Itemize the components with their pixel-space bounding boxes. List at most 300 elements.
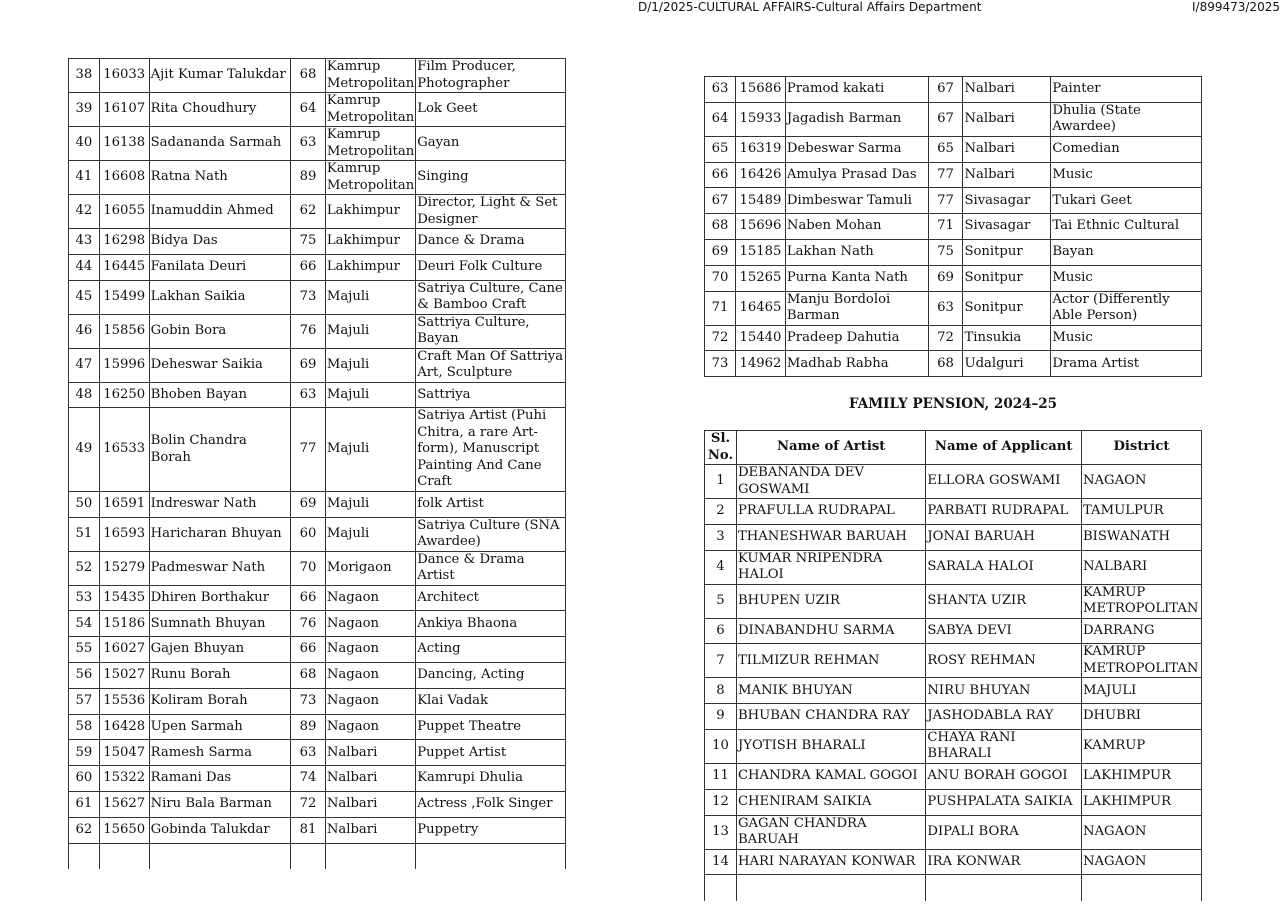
name-cell: Ramani Das: [149, 766, 291, 792]
id-cell: 15265: [735, 265, 785, 291]
serial-cell: 14: [705, 849, 737, 875]
field-cell: Bayan: [1051, 239, 1202, 265]
field-cell: Music: [1051, 162, 1202, 188]
district-cell: Majuli: [325, 491, 415, 517]
district-cell: TAMULPUR: [1081, 499, 1201, 525]
name-cell: Padmeswar Nath: [149, 551, 291, 585]
district-cell: Lakhimpur: [325, 195, 415, 229]
field-cell: Satriya Culture (SNA Awardee): [416, 517, 566, 551]
name-cell: Koliram Borah: [149, 688, 291, 714]
serial-cell: 68: [705, 214, 736, 240]
age-cell: 81: [291, 817, 326, 843]
serial-cell: 65: [705, 136, 736, 162]
id-cell: 16426: [735, 162, 785, 188]
empty-cell: [926, 875, 1082, 901]
table-row: [705, 618, 1202, 644]
age-cell: 69: [291, 491, 326, 517]
table-row: [69, 348, 566, 382]
serial-cell: 12: [705, 789, 737, 815]
age-cell: 77: [291, 408, 326, 492]
serial-cell: 53: [69, 585, 100, 611]
table-row: [69, 817, 566, 843]
table-row: [705, 325, 1202, 351]
table-row: [69, 127, 566, 161]
age-cell: 69: [928, 265, 963, 291]
table-row: [705, 162, 1202, 188]
table-row: [69, 766, 566, 792]
id-cell: 15440: [735, 325, 785, 351]
age-cell: 65: [928, 136, 963, 162]
table-row: [705, 351, 1202, 377]
field-cell: Director, Light & Set Designer: [416, 195, 566, 229]
name-cell: Fanilata Deuri: [149, 254, 291, 280]
family-pension-table: [704, 430, 1202, 901]
id-cell: 15627: [99, 792, 149, 818]
applicant-name-cell: NIRU BHUYAN: [926, 678, 1082, 704]
id-cell: 16107: [99, 93, 149, 127]
table-row: [69, 714, 566, 740]
id-cell: 16533: [99, 408, 149, 492]
table-row: [705, 763, 1202, 789]
serial-cell: 6: [705, 618, 737, 644]
applicant-name-cell: CHAYA RANI BHARALI: [926, 729, 1082, 763]
age-cell: 66: [291, 254, 326, 280]
field-cell: Lok Geet: [416, 93, 566, 127]
district-cell: NAGAON: [1081, 815, 1201, 849]
district-cell: Nalbari: [325, 766, 415, 792]
field-cell: Dance & Drama: [416, 229, 566, 255]
applicant-name-cell: SHANTA UZIR: [926, 584, 1082, 618]
district-cell: Majuli: [325, 314, 415, 348]
artist-name-cell: JYOTISH BHARALI: [736, 729, 925, 763]
name-cell: Gobin Bora: [149, 314, 291, 348]
age-cell: 76: [291, 314, 326, 348]
table-row: [705, 678, 1202, 704]
field-cell: Sattriya Culture, Bayan: [416, 314, 566, 348]
district-cell: Nalbari: [963, 77, 1051, 103]
district-cell: Kamrup Metropolitan: [326, 127, 415, 159]
applicant-name-cell: IRA KONWAR: [926, 849, 1082, 875]
table-row: [69, 611, 566, 637]
district-cell: KAMRUP METROPOLITAN: [1081, 644, 1201, 678]
applicant-name-cell: PARBATI RUDRAPAL: [926, 499, 1082, 525]
district-cell: Majuli: [325, 382, 415, 408]
district-cell: Nagaon: [325, 637, 415, 663]
age-cell: 63: [291, 382, 326, 408]
district-cell: Majuli: [325, 517, 415, 551]
serial-cell: 7: [705, 644, 737, 678]
age-cell: 70: [291, 551, 326, 585]
table-row: [705, 849, 1202, 875]
district-cell: Nagaon: [325, 688, 415, 714]
id-cell: 15933: [735, 102, 785, 136]
district-cell: Nalbari: [963, 162, 1051, 188]
id-cell: 16428: [99, 714, 149, 740]
district-cell: Udalguri: [963, 351, 1051, 377]
name-cell: Indreswar Nath: [149, 491, 291, 517]
serial-cell: 50: [69, 491, 100, 517]
serial-cell: 10: [705, 729, 737, 763]
id-cell: 16319: [735, 136, 785, 162]
table-row: [705, 102, 1202, 136]
table-row: [705, 499, 1202, 525]
name-cell: Sadananda Sarmah: [149, 127, 291, 161]
table-row: [69, 382, 566, 408]
district-cell: Kamrup Metropolitan: [326, 93, 415, 125]
continuation-row: [69, 843, 566, 869]
district-cell: LAKHIMPUR: [1081, 789, 1201, 815]
district-cell: Morigaon: [325, 551, 415, 585]
artist-table-right: [704, 76, 1202, 377]
empty-cell: [736, 875, 925, 901]
name-cell: Ramesh Sarma: [149, 740, 291, 766]
id-cell: 16250: [99, 382, 149, 408]
serial-cell: 11: [705, 763, 737, 789]
field-cell: Dhulia (State Awardee): [1051, 102, 1202, 136]
table-row: [705, 214, 1202, 240]
artist-name-cell: CHENIRAM SAIKIA: [736, 789, 925, 815]
name-cell: Gajen Bhuyan: [149, 637, 291, 663]
district-cell: Majuli: [325, 408, 415, 492]
empty-cell: [99, 843, 149, 869]
id-cell: 16033: [99, 59, 149, 93]
applicant-name-cell: ROSY REHMAN: [926, 644, 1082, 678]
table-row: [705, 815, 1202, 849]
age-cell: 68: [291, 663, 326, 689]
field-cell: Acting: [416, 637, 566, 663]
field-cell: Satriya Artist (Puhi Chitra, a rare Art-form), Manuscript Painting And Cane Craft: [416, 408, 566, 492]
district-cell: MAJULI: [1081, 678, 1201, 704]
id-cell: 15686: [735, 77, 785, 103]
age-cell: 72: [291, 792, 326, 818]
table-row: [705, 136, 1202, 162]
id-cell: 16138: [99, 127, 149, 161]
age-cell: 62: [291, 195, 326, 229]
name-cell: Deheswar Saikia: [149, 348, 291, 382]
applicant-name-cell: SABYA DEVI: [926, 618, 1082, 644]
name-cell: Madhab Rabha: [785, 351, 928, 377]
artist-name-cell: DEBANANDA DEV GOSWAMI: [736, 465, 925, 499]
serial-cell: 41: [69, 161, 100, 195]
age-cell: 68: [928, 351, 963, 377]
district-cell: Nalbari: [963, 102, 1051, 136]
serial-cell: 72: [705, 325, 736, 351]
name-cell: Dimbeswar Tamuli: [785, 188, 928, 214]
table-row: [69, 280, 566, 314]
age-cell: 63: [928, 291, 963, 325]
serial-cell: 66: [705, 162, 736, 188]
table-row: [69, 688, 566, 714]
serial-cell: 70: [705, 265, 736, 291]
id-cell: 16027: [99, 637, 149, 663]
table-row: [69, 195, 566, 229]
serial-cell: 57: [69, 688, 100, 714]
table-row: [69, 517, 566, 551]
name-cell: Ajit Kumar Talukdar: [149, 59, 291, 93]
id-cell: 15489: [735, 188, 785, 214]
name-cell: Naben Mohan: [785, 214, 928, 240]
district-cell: Majuli: [325, 280, 415, 314]
id-cell: 15322: [99, 766, 149, 792]
artist-name-cell: CHANDRA KAMAL GOGOI: [736, 763, 925, 789]
district-cell: Kamrup Metropolitan: [326, 59, 415, 91]
serial-cell: 43: [69, 229, 100, 255]
serial-cell: 40: [69, 127, 100, 161]
id-cell: 15996: [99, 348, 149, 382]
id-cell: 15027: [99, 663, 149, 689]
district-cell: Sonitpur: [963, 291, 1051, 325]
district-cell: Tinsukia: [963, 325, 1051, 351]
table-row: [705, 239, 1202, 265]
id-cell: 16608: [99, 161, 149, 195]
id-cell: 16298: [99, 229, 149, 255]
empty-cell: [416, 843, 566, 869]
serial-cell: 8: [705, 678, 737, 704]
id-cell: 15435: [99, 585, 149, 611]
district-cell: Lakhimpur: [325, 229, 415, 255]
serial-cell: 51: [69, 517, 100, 551]
applicant-name-cell: DIPALI BORA: [926, 815, 1082, 849]
table-row: [69, 59, 566, 93]
applicant-name-cell: PUSHPALATA SAIKIA: [926, 789, 1082, 815]
serial-cell: 49: [69, 408, 100, 492]
serial-cell: 61: [69, 792, 100, 818]
empty-cell: [291, 843, 326, 869]
age-cell: 66: [291, 637, 326, 663]
name-cell: Bidya Das: [149, 229, 291, 255]
age-cell: 75: [291, 229, 326, 255]
serial-cell: 62: [69, 817, 100, 843]
applicant-name-cell: JONAI BARUAH: [926, 524, 1082, 550]
district-cell: Nagaon: [325, 714, 415, 740]
table-row: [69, 93, 566, 127]
district-cell: Nalbari: [325, 792, 415, 818]
age-cell: 67: [928, 77, 963, 103]
applicant-name-cell: ELLORA GOSWAMI: [926, 465, 1082, 499]
district-cell: DARRANG: [1081, 618, 1201, 644]
name-cell: Pradeep Dahutia: [785, 325, 928, 351]
name-cell: Lakhan Saikia: [149, 280, 291, 314]
age-cell: 69: [291, 348, 326, 382]
district-cell: NAGAON: [1081, 465, 1201, 499]
artist-name-cell: MANIK BHUYAN: [736, 678, 925, 704]
age-cell: 77: [928, 162, 963, 188]
empty-cell: [69, 843, 100, 869]
serial-cell: 73: [705, 351, 736, 377]
field-cell: Ankiya Bhaona: [416, 611, 566, 637]
name-cell: Runu Borah: [149, 663, 291, 689]
age-cell: 66: [291, 585, 326, 611]
table-row: [705, 77, 1202, 103]
name-cell: Rita Choudhury: [149, 93, 291, 127]
serial-cell: 47: [69, 348, 100, 382]
name-cell: Bolin Chandra Borah: [149, 408, 291, 492]
serial-cell: 54: [69, 611, 100, 637]
district-cell: Sonitpur: [963, 239, 1051, 265]
age-cell: 73: [291, 280, 326, 314]
artist-name-cell: TILMIZUR REHMAN: [736, 644, 925, 678]
serial-cell: 42: [69, 195, 100, 229]
artist-name-cell: BHUBAN CHANDRA RAY: [736, 704, 925, 730]
header-sl-no: Sl. No.: [705, 431, 737, 465]
district-cell: Sivasagar: [963, 188, 1051, 214]
age-cell: 73: [291, 688, 326, 714]
field-cell: Comedian: [1051, 136, 1202, 162]
id-cell: 15185: [735, 239, 785, 265]
id-cell: 16055: [99, 195, 149, 229]
district-cell: Nalbari: [963, 136, 1051, 162]
serial-cell: 58: [69, 714, 100, 740]
district-cell: Nalbari: [325, 740, 415, 766]
table-row: [69, 551, 566, 585]
field-cell: Actress ,Folk Singer: [416, 792, 566, 818]
name-cell: Ratna Nath: [149, 161, 291, 195]
field-cell: Puppetry: [416, 817, 566, 843]
id-cell: 16465: [735, 291, 785, 325]
artist-name-cell: DINABANDHU SARMA: [736, 618, 925, 644]
age-cell: 89: [291, 161, 326, 195]
district-cell: BISWANATH: [1081, 524, 1201, 550]
table-row: [69, 408, 566, 492]
artist-name-cell: KUMAR NRIPENDRA HALOI: [736, 550, 925, 584]
serial-cell: 2: [705, 499, 737, 525]
table-header-row: [705, 431, 1202, 465]
district-cell: Nagaon: [325, 663, 415, 689]
field-cell: Painter: [1051, 77, 1202, 103]
serial-cell: 5: [705, 584, 737, 618]
field-cell: Music: [1051, 325, 1202, 351]
district-cell: DHUBRI: [1081, 704, 1201, 730]
field-cell: Satriya Culture, Cane & Bamboo Craft: [416, 280, 566, 314]
field-cell: Puppet Theatre: [416, 714, 566, 740]
serial-cell: 56: [69, 663, 100, 689]
field-cell: Drama Artist: [1051, 351, 1202, 377]
serial-cell: 48: [69, 382, 100, 408]
serial-cell: 67: [705, 188, 736, 214]
name-cell: Niru Bala Barman: [149, 792, 291, 818]
age-cell: 60: [291, 517, 326, 551]
header-name-of-applicant: Name of Applicant: [926, 431, 1082, 465]
id-cell: 15696: [735, 214, 785, 240]
table-row: [705, 465, 1202, 499]
serial-cell: 64: [705, 102, 736, 136]
district-cell: NAGAON: [1081, 849, 1201, 875]
name-cell: Dhiren Borthakur: [149, 585, 291, 611]
serial-cell: 38: [69, 59, 100, 93]
serial-cell: 46: [69, 314, 100, 348]
table-row: [69, 254, 566, 280]
id-cell: 15279: [99, 551, 149, 585]
id-cell: 15856: [99, 314, 149, 348]
table-row: [69, 585, 566, 611]
id-cell: 14962: [735, 351, 785, 377]
district-cell: KAMRUP: [1081, 729, 1201, 763]
name-cell: Pramod kakati: [785, 77, 928, 103]
table-row: [705, 644, 1202, 678]
serial-cell: 59: [69, 740, 100, 766]
name-cell: Jagadish Barman: [785, 102, 928, 136]
table-row: [69, 161, 566, 195]
age-cell: 76: [291, 611, 326, 637]
id-cell: 16445: [99, 254, 149, 280]
serial-cell: 13: [705, 815, 737, 849]
serial-cell: 52: [69, 551, 100, 585]
age-cell: 74: [291, 766, 326, 792]
field-cell: Music: [1051, 265, 1202, 291]
age-cell: 77: [928, 188, 963, 214]
name-cell: Haricharan Bhuyan: [149, 517, 291, 551]
id-cell: 15047: [99, 740, 149, 766]
age-cell: 72: [928, 325, 963, 351]
serial-cell: 63: [705, 77, 736, 103]
age-cell: 68: [291, 59, 326, 93]
serial-cell: 39: [69, 93, 100, 127]
name-cell: Gobinda Talukdar: [149, 817, 291, 843]
field-cell: Dance & Drama Artist: [416, 551, 566, 585]
name-cell: Lakhan Nath: [785, 239, 928, 265]
field-cell: Tai Ethnic Cultural: [1051, 214, 1202, 240]
serial-cell: 71: [705, 291, 736, 325]
serial-cell: 3: [705, 524, 737, 550]
name-cell: Amulya Prasad Das: [785, 162, 928, 188]
table-row: [705, 550, 1202, 584]
field-cell: Singing: [416, 161, 566, 195]
field-cell: Film Producer, Photographer: [416, 59, 566, 93]
field-cell: Kamrupi Dhulia: [416, 766, 566, 792]
file-reference: D/1/2025-CULTURAL AFFAIRS-Cultural Affairs Department: [638, 0, 982, 14]
name-cell: Sumnath Bhuyan: [149, 611, 291, 637]
district-cell: NALBARI: [1081, 550, 1201, 584]
serial-cell: 45: [69, 280, 100, 314]
district-cell: LAKHIMPUR: [1081, 763, 1201, 789]
empty-cell: [325, 843, 415, 869]
age-cell: 67: [928, 102, 963, 136]
id-cell: 16591: [99, 491, 149, 517]
table-row: [69, 491, 566, 517]
artist-name-cell: GAGAN CHANDRA BARUAH: [736, 815, 925, 849]
empty-cell: [1081, 875, 1201, 901]
serial-cell: 44: [69, 254, 100, 280]
id-cell: 16593: [99, 517, 149, 551]
serial-cell: 55: [69, 637, 100, 663]
table-row: [69, 663, 566, 689]
name-cell: Upen Sarmah: [149, 714, 291, 740]
age-cell: 63: [291, 127, 326, 161]
family-pension-title: FAMILY PENSION, 2024–25: [848, 396, 1058, 412]
serial-cell: 1: [705, 465, 737, 499]
district-cell: KAMRUP METROPOLITAN: [1081, 584, 1201, 618]
district-cell: Nagaon: [325, 585, 415, 611]
id-cell: 15499: [99, 280, 149, 314]
artist-name-cell: PRAFULLA RUDRAPAL: [736, 499, 925, 525]
age-cell: 64: [291, 93, 326, 127]
name-cell: Debeswar Sarma: [785, 136, 928, 162]
id-cell: 15650: [99, 817, 149, 843]
age-cell: 63: [291, 740, 326, 766]
table-row: [705, 789, 1202, 815]
age-cell: 75: [928, 239, 963, 265]
field-cell: Sattriya: [416, 382, 566, 408]
field-cell: Craft Man Of Sattriya Art, Sculpture: [416, 348, 566, 382]
applicant-name-cell: SARALA HALOI: [926, 550, 1082, 584]
district-cell: Majuli: [325, 348, 415, 382]
field-cell: Puppet Artist: [416, 740, 566, 766]
district-cell: Nalbari: [325, 817, 415, 843]
table-row: [705, 524, 1202, 550]
name-cell: Purna Kanta Nath: [785, 265, 928, 291]
artist-name-cell: BHUPEN UZIR: [736, 584, 925, 618]
table-row: [705, 584, 1202, 618]
